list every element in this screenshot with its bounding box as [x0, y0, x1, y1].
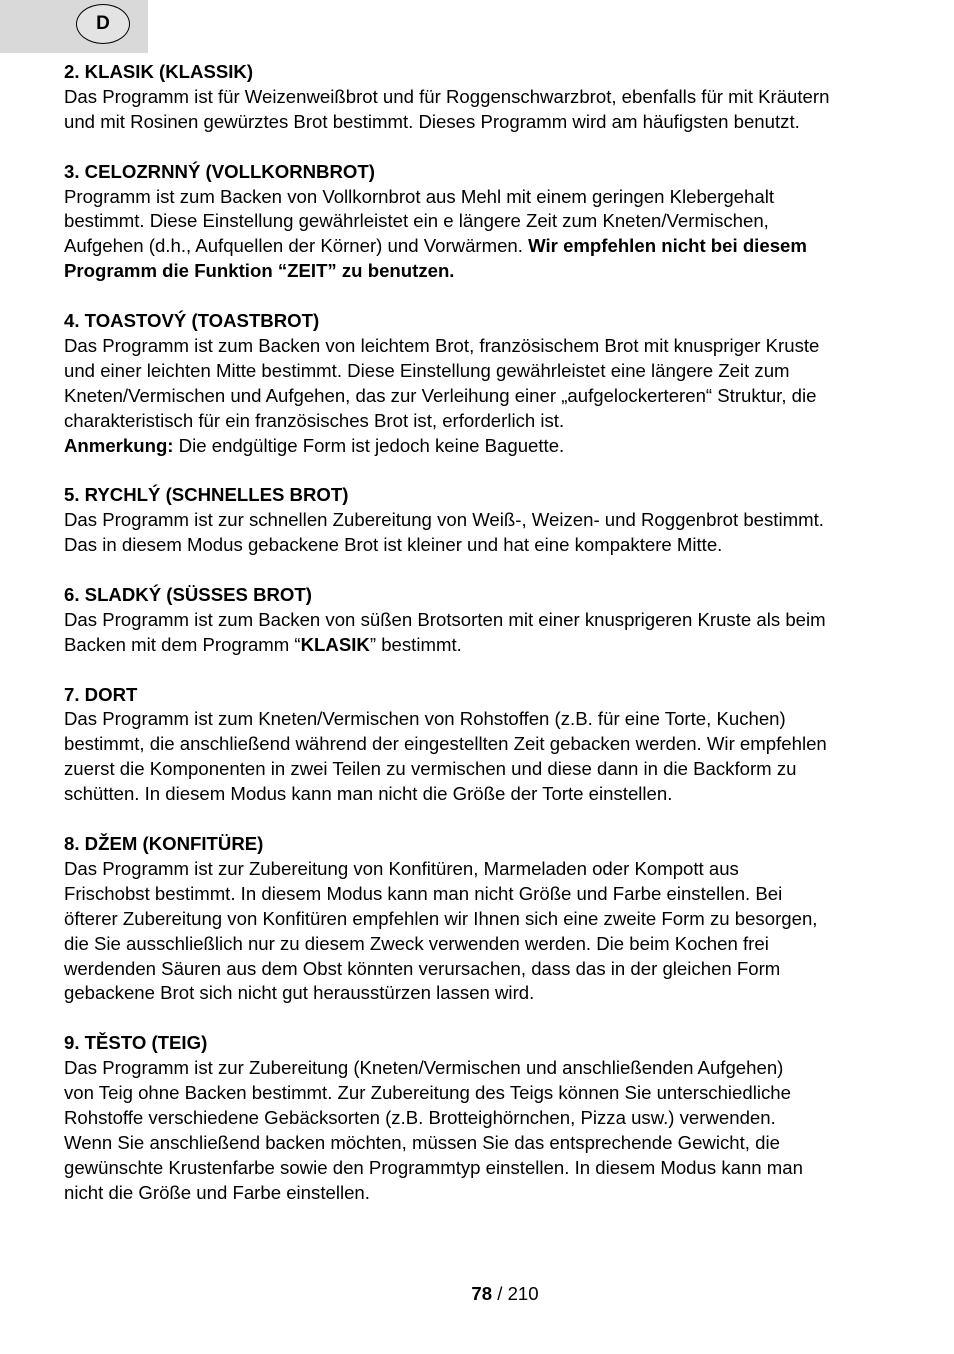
section-title: 7. DORT [64, 683, 138, 705]
text-line: werdenden Säuren aus dem Obst könnten verursachen, dass das in der gleichen Form [64, 957, 781, 979]
recommendation-text: Wir empfehlen nicht bei diesem [528, 235, 807, 257]
language-tab [0, 0, 148, 53]
text-line: die Sie ausschließlich nur zu diesem Zweck verwenden werden. Die beim Kochen frei [64, 932, 769, 954]
text-line: Kneten/Vermischen und Aufgehen, das zur Verleihung einer „aufgelockerteren“ Struktur, die [64, 384, 817, 406]
text-line: von Teig ohne Backen bestimmt. Zur Zubereitung des Teigs können Sie unterschiedliche [64, 1082, 791, 1104]
note-label: Anmerkung: [64, 434, 174, 456]
text-line: Das Programm ist zur schnellen Zubereitung von Weiß-, Weizen- und Roggenbrot bestimmt. [64, 509, 824, 531]
text-line: Backen mit dem Programm “ [64, 633, 301, 655]
text-line: Das Programm ist zur Zubereitung (Kneten/Vermischen und anschließenden Aufgehen) [64, 1057, 784, 1079]
text-line: charakteristisch für ein französisches Brot ist, erforderlich ist. [64, 409, 565, 431]
text-line: Programm ist zum Backen von Vollkornbrot aus Mehl mit einem geringen Klebergehalt [64, 185, 775, 207]
text-line: Rohstoffe verschiedene Gebäcksorten (z.B. Brotteighörnchen, Pizza usw.) verwenden. [64, 1106, 776, 1128]
text-line: nicht die Größe und Farbe einstellen. [64, 1181, 370, 1203]
text-line: Das in diesem Modus gebackene Brot ist kleiner und hat eine kompaktere Mitte. [64, 534, 723, 556]
paragraph [64, 85, 914, 135]
section-title: 9. TĚSTO (TEIG) [64, 1032, 208, 1054]
text-line: gewünschte Krustenfarbe sowie den Programmtyp einstellen. In diesem Modus kann man [64, 1156, 803, 1178]
page-current: 78 [471, 1283, 493, 1304]
text-line: Das Programm ist zur Zubereitung von Konfitüren, Marmeladen oder Kompott aus [64, 857, 739, 879]
text-line: Das Programm ist zum Kneten/Vermischen von Rohstoffen (z.B. für eine Torte, Kuchen) [64, 708, 786, 730]
paragraph [64, 608, 914, 658]
text-line: ” bestimmt. [369, 633, 462, 655]
text-line: zuerst die Komponenten in zwei Teilen zu vermischen und diese dann in die Backform zu [64, 758, 797, 780]
section-rychly [64, 483, 914, 558]
text-line: öfterer Zubereitung von Konfitüren empfehlen wir Ihnen sich eine zweite Form zu besorgen, [64, 907, 818, 929]
recommendation-text: Programm die Funktion “ZEIT” zu benutzen. [64, 260, 455, 282]
section-title: 2. KLASIK (KLASSIK) [64, 61, 254, 82]
text-line: schütten. In diesem Modus kann man nicht die Größe der Torte einstellen. [64, 783, 673, 805]
section-dzem [64, 832, 914, 1006]
text-line: Aufgehen (d.h., Aufquellen der Körner) und Vorwärmen. [64, 235, 529, 257]
text-line: Das Programm ist zum Backen von leichtem Brot, französischem Brot mit knuspriger Kruste [64, 334, 820, 356]
section-title: 6. SLADKÝ (SÜSSES BROT) [64, 583, 312, 605]
paragraph [64, 1056, 914, 1205]
note-text: Die endgültige Form ist jedoch keine Baguette. [173, 434, 565, 456]
paragraph [64, 857, 914, 1006]
text-line: Das Programm ist für Weizenweißbrot und für Roggenschwarzbrot, ebenfalls für mit Kräutern [64, 85, 830, 107]
text-line: gebackene Brot sich nicht gut herausstürzen lassen wird. [64, 982, 535, 1004]
text-line: und einer leichten Mitte bestimmt. Diese Einstellung gewährleistet eine längere Zeit zum [64, 359, 790, 381]
text-line: bestimmt, die anschließend während der eingestellten Zeit gebacken werden. Wir empfehlen [64, 733, 827, 755]
section-testo [64, 1031, 914, 1205]
text-line: Wenn Sie anschließend backen möchten, müssen Sie das entsprechende Gewicht, die [64, 1131, 780, 1153]
paragraph [64, 508, 914, 558]
paragraph [64, 185, 914, 285]
program-name: KLASIK [300, 633, 370, 655]
section-title: 8. DŽEM (KONFITÜRE) [64, 833, 264, 854]
language-badge: D [76, 4, 130, 44]
text-line: Frischobst bestimmt. In diesem Modus kann man nicht Größe und Farbe einstellen. Bei [64, 882, 783, 904]
text-line: Das Programm ist zum Backen von süßen Brotsorten mit einer knusprigeren Kruste als beim [64, 608, 826, 630]
section-toastovy [64, 309, 914, 458]
paragraph [64, 334, 914, 459]
document-body [64, 60, 914, 1230]
section-klasik [64, 60, 914, 135]
section-title: 3. CELOZRNNÝ (VOLLKORNBROT) [64, 160, 375, 182]
paragraph [64, 707, 914, 807]
text-line: und mit Rosinen gewürztes Brot bestimmt. Dieses Programm wird am häufigsten benutzt. [64, 110, 800, 132]
page-total: / 210 [492, 1283, 539, 1304]
section-title: 5. RYCHLÝ (SCHNELLES BROT) [64, 484, 349, 506]
section-dort [64, 683, 914, 808]
section-title: 4. TOASTOVÝ (TOASTBROT) [64, 310, 320, 332]
text-line: bestimmt. Diese Einstellung gewährleistet ein e längere Zeit zum Kneten/Vermischen, [64, 210, 769, 232]
page-number [0, 1282, 954, 1306]
section-sladky [64, 583, 914, 658]
section-celozrnny [64, 160, 914, 285]
